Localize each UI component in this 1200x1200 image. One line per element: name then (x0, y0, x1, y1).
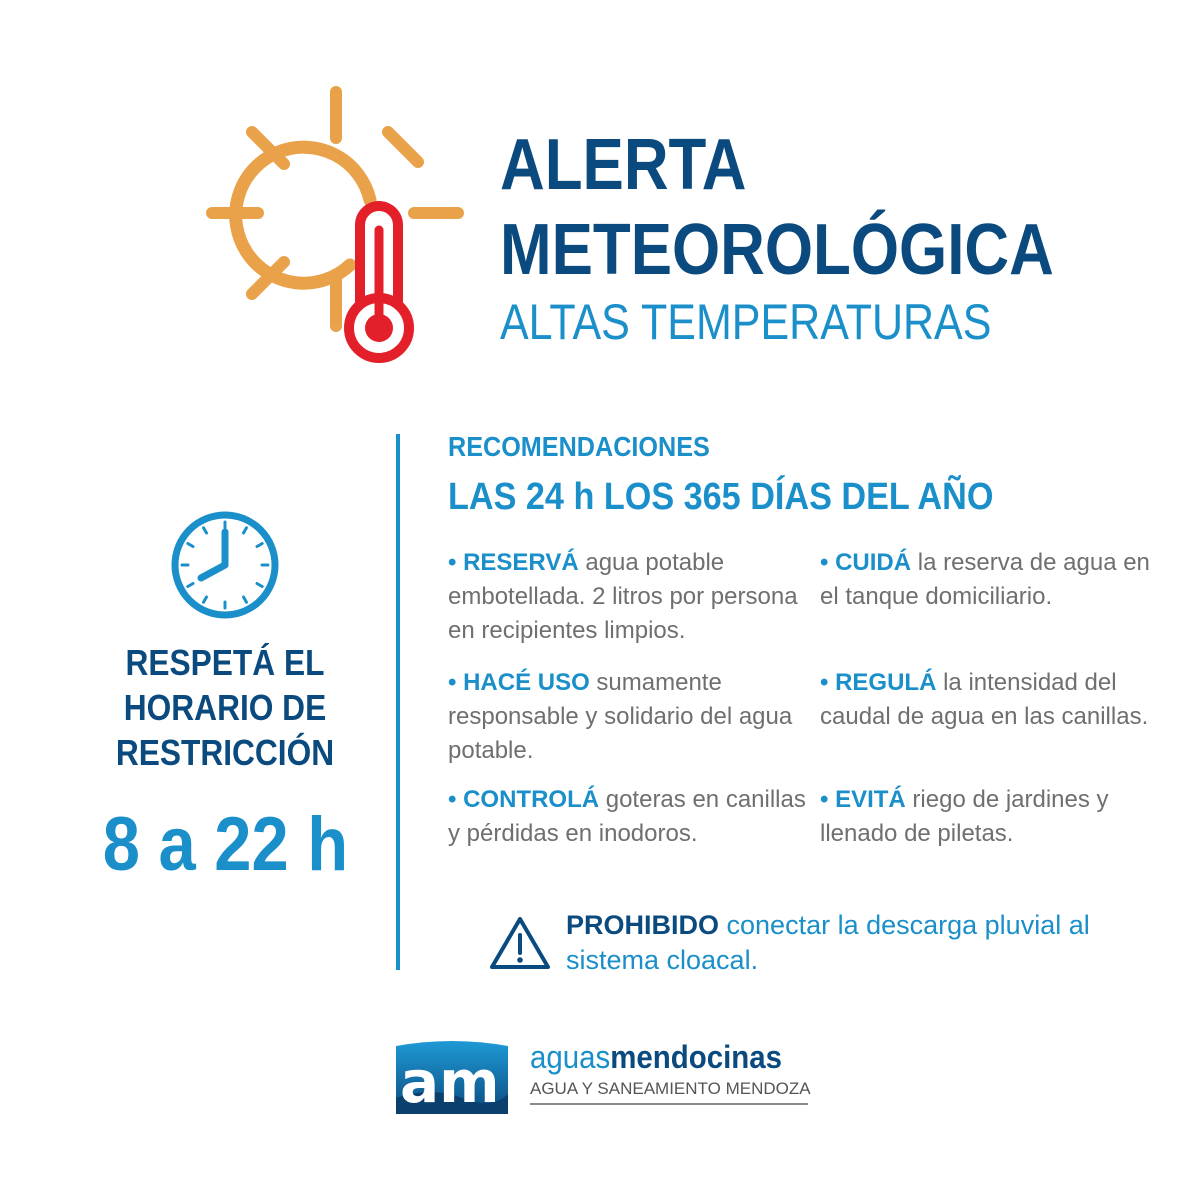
recommendations-subheading: LAS 24 h LOS 365 DÍAS DEL AÑO (448, 476, 994, 518)
logo-letters: am (400, 1048, 500, 1114)
recommendation-keyword: EVITÁ (835, 786, 906, 813)
recommendation-keyword: CUIDÁ (835, 549, 912, 576)
recommendation-text: agua potable embotellada. 2 litros por persona en recipientes limpios. (448, 549, 798, 644)
recommendation-keyword: REGULÁ (835, 669, 937, 696)
alert-title-line2: METEOROLÓGICA (500, 210, 1054, 290)
recommendation-item (448, 666, 818, 768)
bullet: • (448, 786, 457, 813)
restriction-line1: RESPETÁ EL (125, 642, 325, 683)
recommendation-item (448, 783, 818, 851)
recommendation-text: sumamente responsable y solidario del agua potable. (448, 669, 793, 764)
alert-subtitle: ALTAS TEMPERATURAS (500, 294, 992, 350)
recommendation-text: riego de jardines y llenado de piletas. (820, 786, 1109, 847)
recommendation-item (448, 546, 818, 648)
recommendation-text: la intensidad del caudal de agua en las canillas. (820, 669, 1149, 730)
clock-icon (168, 508, 282, 622)
brand-name (530, 1038, 782, 1076)
recommendation-item (820, 546, 1160, 614)
brand-name-part1: aguas (530, 1039, 611, 1075)
alert-title-line1: ALERTA (500, 125, 747, 205)
brand-tagline: AGUA Y SANEAMIENTO MENDOZA (530, 1078, 808, 1105)
warning-message (566, 908, 1146, 978)
recommendations-heading: RECOMENDACIONES (448, 431, 710, 462)
recommendation-keyword: CONTROLÁ (463, 786, 600, 813)
warning-text: conectar la descarga pluvial al sistema cloacal. (566, 910, 1090, 975)
bullet: • (820, 549, 829, 576)
bullet: • (820, 786, 829, 813)
restriction-hours (40, 800, 410, 890)
bullet: • (448, 549, 457, 576)
brand-name-part2: mendocinas (610, 1039, 782, 1075)
recommendation-text: goteras en canillas y pérdidas en inodoros. (448, 786, 806, 847)
recommendation-keyword: RESERVÁ (463, 549, 579, 576)
warning-triangle-icon (488, 915, 552, 971)
restriction-line3: RESTRICCIÓN (115, 732, 335, 773)
recommendation-item (820, 783, 1160, 851)
restriction-hours-value: 8 a 22 h (102, 802, 348, 887)
sun-thermometer-icon (200, 80, 480, 370)
recommendation-text: la reserva de agua en el tanque domiciliario. (820, 549, 1150, 610)
recommendation-item (820, 666, 1160, 734)
bullet: • (448, 669, 457, 696)
recommendation-keyword: HACÉ USO (463, 669, 590, 696)
restriction-message (60, 640, 390, 775)
warning-keyword: PROHIBIDO (566, 910, 720, 940)
aguas-mendocinas-logo-icon (392, 1038, 512, 1114)
bullet: • (820, 669, 829, 696)
restriction-line2: HORARIO DE (123, 687, 327, 728)
